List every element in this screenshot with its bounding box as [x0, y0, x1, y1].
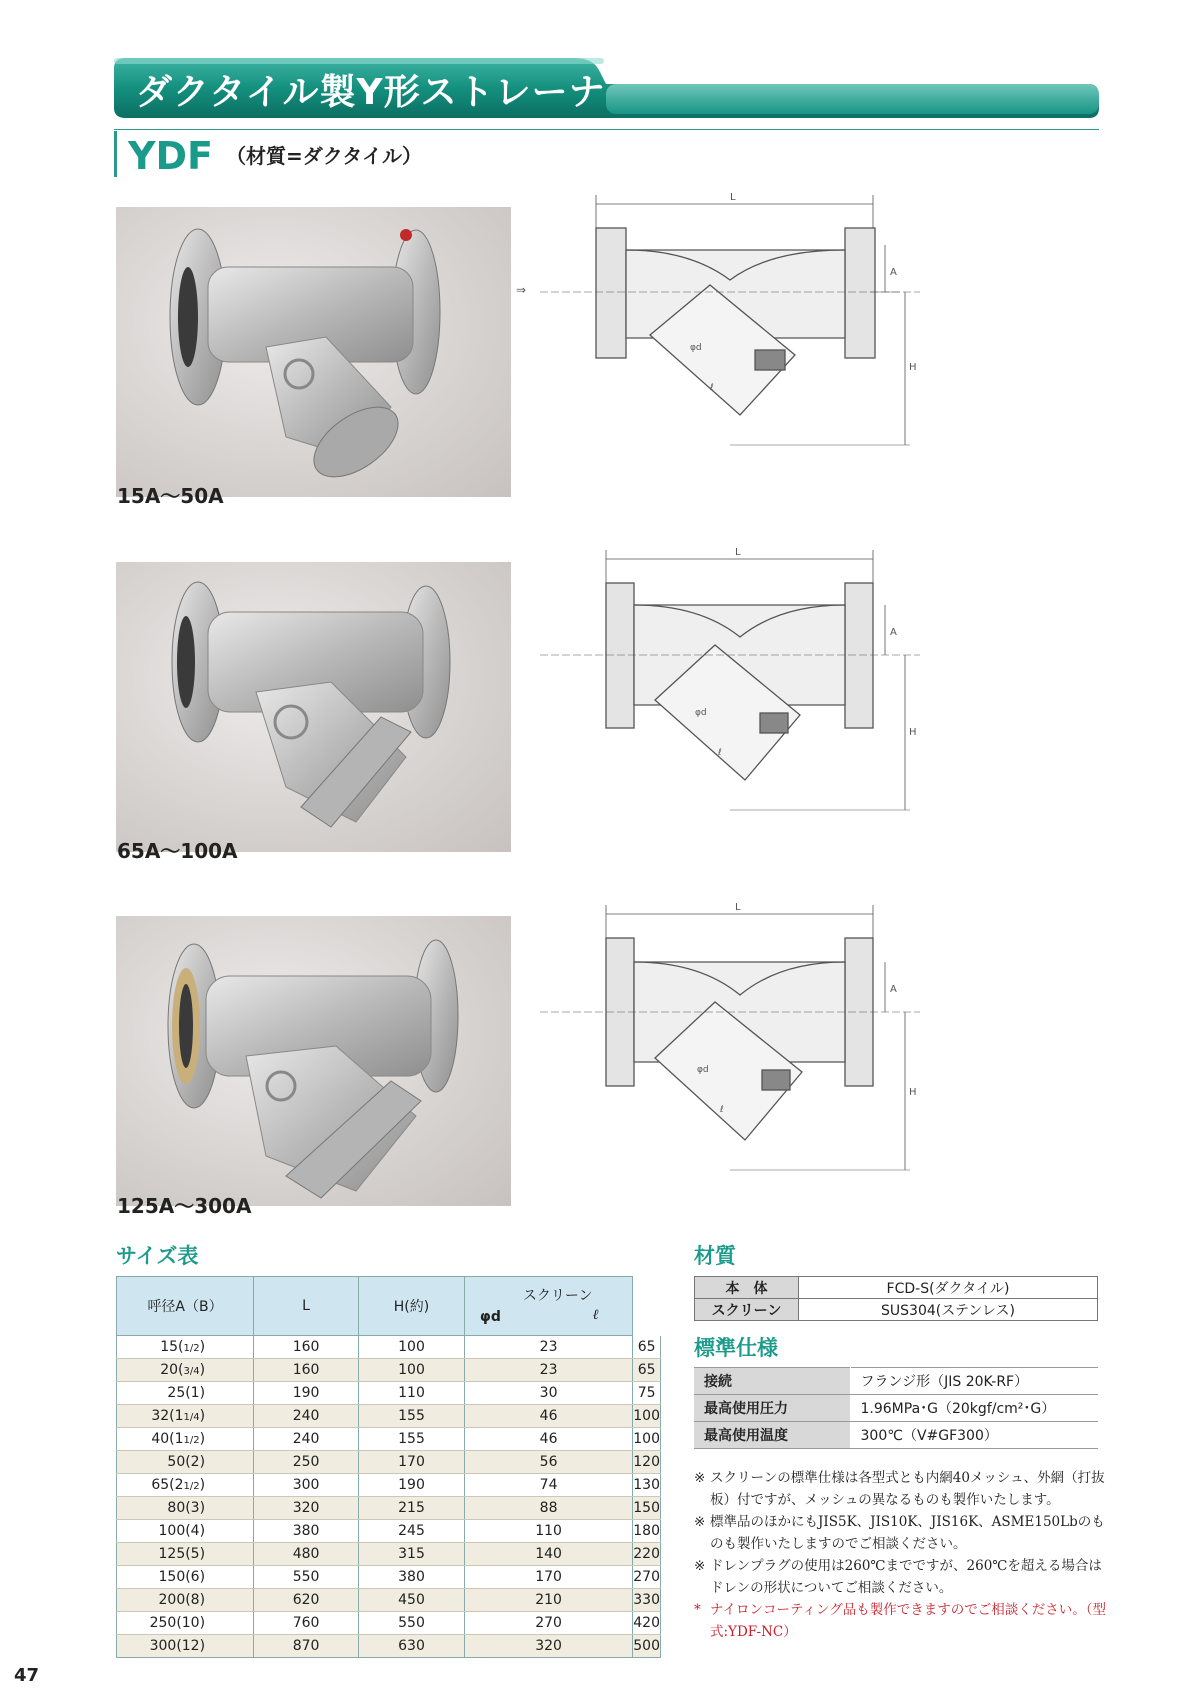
table-row — [117, 1382, 661, 1405]
cell-L: 190 — [254, 1382, 359, 1405]
material-label: スクリーン — [695, 1299, 799, 1321]
cell-H: 245 — [359, 1520, 465, 1543]
cell-l: 180 — [633, 1520, 661, 1543]
note-text: ドレンプラグの使用は260℃までですが、260℃を超える場合はドレンの形状についてご相談ください。 — [710, 1558, 1102, 1596]
material-title: 材質 — [694, 1244, 736, 1268]
note-mark: * — [694, 1602, 701, 1618]
cell-L: 380 — [254, 1520, 359, 1543]
cell-d: 210 — [464, 1589, 632, 1612]
cell-L: 480 — [254, 1543, 359, 1566]
model-material: （材質=ダクタイル） — [226, 144, 422, 168]
cell-nominal: 40(11/2) — [117, 1428, 254, 1451]
table-row — [117, 1612, 661, 1635]
cell-H: 110 — [359, 1382, 465, 1405]
cell-d: 23 — [464, 1336, 632, 1359]
cell-L: 760 — [254, 1612, 359, 1635]
cell-L: 320 — [254, 1497, 359, 1520]
cell-nominal: 100(4) — [117, 1520, 254, 1543]
drawing-medium-label-d: φd — [695, 708, 707, 718]
cell-L: 240 — [254, 1405, 359, 1428]
note-mark: ※ — [694, 1470, 706, 1486]
cell-fraction: 1/2 — [183, 1481, 200, 1492]
cell-l: 100 — [633, 1428, 661, 1451]
spec-table — [694, 1367, 1098, 1449]
note-item — [694, 1511, 1114, 1555]
cell-l: 220 — [633, 1543, 661, 1566]
table-row — [117, 1589, 661, 1612]
cell-L: 300 — [254, 1474, 359, 1497]
svg-text:⇒: ⇒ — [516, 283, 527, 297]
cell-fraction: 1/4 — [183, 1412, 200, 1423]
cell-nominal: 25(1) — [117, 1382, 254, 1405]
notes — [694, 1467, 1114, 1643]
material-row-body — [695, 1277, 1098, 1299]
note-item — [694, 1555, 1114, 1599]
cell-d: 30 — [464, 1382, 632, 1405]
cell-d: 270 — [464, 1612, 632, 1635]
cell-nominal: 250(10) — [117, 1612, 254, 1635]
header-screen-d: φd — [479, 1309, 501, 1325]
cell-nominal: 200(8) — [117, 1589, 254, 1612]
cell-d: 23 — [464, 1359, 632, 1382]
drawing-small-label-A: A — [890, 267, 897, 278]
drawing-large-label-d: φd — [697, 1065, 709, 1075]
cell-fraction: 3/4 — [183, 1366, 200, 1377]
table-row — [117, 1635, 661, 1658]
spec-row — [694, 1368, 1098, 1395]
note-item — [694, 1599, 1114, 1643]
page-title: ダクタイル製Y形ストレーナ — [136, 72, 606, 113]
table-row — [117, 1543, 661, 1566]
cell-l: 65 — [633, 1359, 661, 1382]
product-photo-medium — [116, 562, 511, 852]
cell-H: 170 — [359, 1451, 465, 1474]
header-nominal: 呼径A（B） — [117, 1277, 254, 1336]
size-table-title: サイズ表 — [116, 1244, 199, 1268]
cell-L: 870 — [254, 1635, 359, 1658]
size-table-body — [117, 1336, 661, 1658]
note-mark: ※ — [694, 1514, 706, 1530]
cell-nominal: 50(2) — [117, 1451, 254, 1474]
material-value: SUS304(ステンレス) — [799, 1299, 1098, 1321]
material-table — [694, 1276, 1098, 1321]
table-row — [117, 1520, 661, 1543]
cell-d: 140 — [464, 1543, 632, 1566]
cell-H: 190 — [359, 1474, 465, 1497]
drawing-medium-label-H: H — [909, 727, 917, 738]
cell-l: 420 — [633, 1612, 661, 1635]
cell-H: 380 — [359, 1566, 465, 1589]
cell-nominal: 300(12) — [117, 1635, 254, 1658]
size-caption-1: 15A～50A — [117, 484, 224, 508]
header-H: H(約) — [359, 1277, 465, 1336]
cell-d: 320 — [464, 1635, 632, 1658]
note-text: スクリーンの標準仕様は各型式とも内網40メッシュ、外網（打抜板）付ですが、メッシュの異なるものも製作いたします。 — [710, 1470, 1105, 1508]
table-row — [117, 1359, 661, 1382]
model-bar — [114, 131, 117, 177]
header-screen — [464, 1277, 632, 1336]
drawing-large — [540, 900, 920, 1190]
drawing-small-label-l: ℓ — [710, 383, 714, 393]
cell-l: 120 — [633, 1451, 661, 1474]
cell-nominal: 125(5) — [117, 1543, 254, 1566]
drawing-small-label-H: H — [909, 362, 917, 373]
drawing-large-label-A: A — [890, 984, 897, 995]
cell-H: 630 — [359, 1635, 465, 1658]
cell-d: 170 — [464, 1566, 632, 1589]
table-row — [117, 1451, 661, 1474]
note-text: ナイロンコーティング品も製作できますのでご相談ください。（型式:YDF-NC） — [710, 1602, 1106, 1640]
cell-nominal: 20(3/4) — [117, 1359, 254, 1382]
drawing-large-label-H: H — [909, 1087, 917, 1098]
cell-nominal: 15(1/2) — [117, 1336, 254, 1359]
size-caption-3: 125A～300A — [117, 1194, 252, 1218]
model-code: YDF — [128, 134, 214, 178]
cell-L: 620 — [254, 1589, 359, 1612]
cell-d: 56 — [464, 1451, 632, 1474]
model-rule — [114, 129, 1099, 130]
product-photo-large — [116, 916, 511, 1206]
cell-H: 100 — [359, 1336, 465, 1359]
note-text: 標準品のほかにもJIS5K、JIS10K、JIS16K、ASME150Lbのものも製作いたしますのでご相談ください。 — [710, 1514, 1105, 1552]
spec-title: 標準仕様 — [694, 1336, 778, 1360]
note-mark: ※ — [694, 1558, 706, 1574]
page-number: 47 — [14, 1665, 40, 1686]
table-row — [117, 1566, 661, 1589]
cell-l: 65 — [633, 1336, 661, 1359]
spec-value: 1.96MPa･G（20kgf/cm²･G） — [850, 1395, 1098, 1422]
cell-l: 330 — [633, 1589, 661, 1612]
material-value: FCD-S(ダクタイル) — [799, 1277, 1098, 1299]
cell-fraction: 1/2 — [183, 1435, 200, 1446]
cell-H: 155 — [359, 1405, 465, 1428]
size-caption-2: 65A～100A — [117, 839, 238, 863]
table-row — [117, 1497, 661, 1520]
spec-label: 接続 — [694, 1368, 850, 1395]
spec-value: 300℃（V#GF300） — [850, 1422, 1098, 1449]
header-L: L — [254, 1277, 359, 1336]
cell-nominal: 32(11/4) — [117, 1405, 254, 1428]
cell-L: 240 — [254, 1428, 359, 1451]
cell-l: 75 — [633, 1382, 661, 1405]
spec-row — [694, 1395, 1098, 1422]
material-label: 本 体 — [695, 1277, 799, 1299]
cell-H: 550 — [359, 1612, 465, 1635]
cell-d: 46 — [464, 1405, 632, 1428]
cell-L: 160 — [254, 1359, 359, 1382]
spec-label: 最高使用温度 — [694, 1422, 850, 1449]
product-photo-small — [116, 207, 511, 497]
header-screen-label: スクリーン — [522, 1288, 593, 1304]
drawing-large-label-L: L — [735, 902, 741, 913]
cell-H: 450 — [359, 1589, 465, 1612]
cell-L: 160 — [254, 1336, 359, 1359]
table-row — [117, 1405, 661, 1428]
drawing-small-label-d: φd — [690, 343, 702, 353]
spec-label: 最高使用圧力 — [694, 1395, 850, 1422]
cell-H: 100 — [359, 1359, 465, 1382]
table-row — [117, 1474, 661, 1497]
cell-H: 155 — [359, 1428, 465, 1451]
size-table — [116, 1276, 661, 1658]
cell-l: 130 — [633, 1474, 661, 1497]
cell-L: 250 — [254, 1451, 359, 1474]
cell-nominal: 80(3) — [117, 1497, 254, 1520]
table-row — [117, 1428, 661, 1451]
cell-nominal: 150(6) — [117, 1566, 254, 1589]
cell-l: 100 — [633, 1405, 661, 1428]
cell-fraction: 1/2 — [183, 1343, 200, 1354]
spec-row — [694, 1422, 1098, 1449]
cell-L: 550 — [254, 1566, 359, 1589]
cell-l: 500 — [633, 1635, 661, 1658]
cell-d: 88 — [464, 1497, 632, 1520]
cell-d: 74 — [464, 1474, 632, 1497]
cell-d: 46 — [464, 1428, 632, 1451]
material-row-screen — [695, 1299, 1098, 1321]
drawing-large-label-l: ℓ — [720, 1105, 724, 1115]
note-item — [694, 1467, 1114, 1511]
drawing-medium-label-l: ℓ — [718, 748, 722, 758]
cell-d: 110 — [464, 1520, 632, 1543]
header-screen-l: ℓ — [592, 1307, 599, 1323]
cell-l: 270 — [633, 1566, 661, 1589]
drawing-small — [516, 190, 920, 480]
cell-nominal: 65(21/2) — [117, 1474, 254, 1497]
spec-value: フランジ形（JIS 20K-RF） — [850, 1368, 1098, 1395]
drawing-small-label-L: L — [730, 192, 736, 203]
cell-H: 315 — [359, 1543, 465, 1566]
title-banner — [114, 58, 1099, 118]
cell-H: 215 — [359, 1497, 465, 1520]
drawing-medium — [540, 545, 920, 835]
cell-l: 150 — [633, 1497, 661, 1520]
drawing-medium-label-L: L — [735, 547, 741, 558]
drawing-medium-label-A: A — [890, 627, 897, 638]
table-row — [117, 1336, 661, 1359]
